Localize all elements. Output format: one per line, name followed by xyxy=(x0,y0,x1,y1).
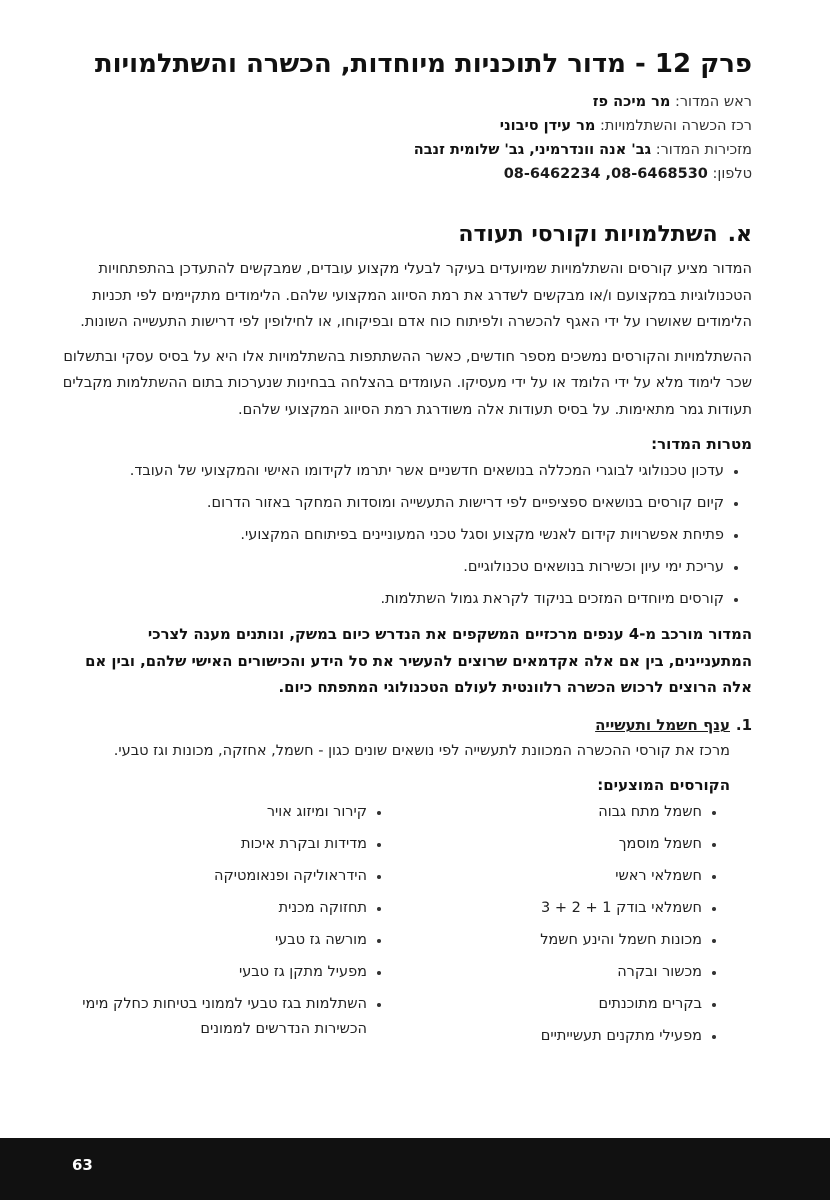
list-item xyxy=(395,928,716,953)
courses-list-right xyxy=(395,800,730,1049)
branch-electricity-industry xyxy=(60,712,752,1057)
list-item-text: מפעילי מתקנים תעשייתיים xyxy=(540,1028,702,1044)
bullet-icon xyxy=(734,598,738,602)
staff-value: מר מיכה פז xyxy=(592,94,671,110)
courses-columns xyxy=(60,800,730,1056)
list-item xyxy=(60,832,381,857)
goals-heading: מטרות המדור: xyxy=(651,435,752,453)
page-content xyxy=(60,46,752,1056)
section-a-paragraph-1: המדור מציע קורסים והשתלמויות שמיועדים בעיקר לבעלי מקצוע עובדים, שמבקשים להתעדכן בהתפתחויות הטכנולוגיות במקצועם ו/או מבקשים לשדרג את רמת הסיווג המקצועי שלהם. הלימודים מתקיימים לפי תכניות הלימודים שאושרו על ידי האגף להכשרה ולפיתוח כוח אדם ובפיקוחו, או לחילופין לפי דרישות התעשייה השונות. xyxy=(80,261,752,330)
list-item xyxy=(395,992,716,1017)
courses-list-left xyxy=(60,800,395,1042)
bullet-icon xyxy=(377,907,381,911)
list-item-text: חשמל מוסמך xyxy=(618,836,702,852)
bullet-icon xyxy=(734,534,738,538)
staff-value: מר עידן סיבוני xyxy=(499,118,596,134)
bullet-icon xyxy=(712,907,716,911)
list-item-text: מכונות חשמל והינע חשמל xyxy=(540,932,702,948)
phone-key: טלפון: xyxy=(712,166,752,182)
list-item xyxy=(60,960,381,985)
branch-body xyxy=(60,738,752,1057)
list-item xyxy=(60,928,381,953)
list-item-text: קירור ומיזוג אויר xyxy=(266,804,367,820)
staff-row-coordinator xyxy=(60,114,752,138)
staff-key: מזכירות המדור: xyxy=(655,142,752,158)
list-item xyxy=(60,587,738,612)
list-item-text: השתלמות בגז טבעי לממוני בטיחות כחלק מימי הכשירות הנדרשים לממונים xyxy=(82,996,367,1037)
staff-value: גב' אנה וונדרמיני, גב' שלומית זנבה xyxy=(413,142,652,158)
bullet-icon xyxy=(734,502,738,506)
list-item xyxy=(395,864,716,889)
list-item-text: קיום קורסים בנושאים ספציפיים לפי דרישות התעשייה ומוסדות המחקר באזור הדרום. xyxy=(206,495,724,511)
bullet-icon xyxy=(712,939,716,943)
section-a-paragraph-2: ההשתלמויות והקורסים נמשכים מספר חודשים, כאשר ההשתתפות בהשתלמויות אלו היא על בסיס עסקי ובתשלום שכר לימוד מלא על ידי הלומד או על ידי מעסיקו. העומדים בהצלחה בבחינות שנערכות בתום ההשתלמות מקבלים תעודות גמר מתאימות. על בסיס תעודות אלה משודרגת רמת הסיווג המקצועי שלהם. xyxy=(62,348,752,418)
page-footer-bar xyxy=(0,1138,830,1200)
list-item xyxy=(395,832,716,857)
list-item-text: בקרים מתוכנתים xyxy=(598,996,702,1012)
branch-heading xyxy=(60,712,752,738)
list-item xyxy=(60,459,738,484)
list-item xyxy=(395,960,716,985)
bullet-icon xyxy=(377,971,381,975)
list-item-text: חשמל מתח גבוה xyxy=(598,804,702,820)
staff-key: ראש המדור: xyxy=(674,94,752,110)
bullet-icon xyxy=(734,470,738,474)
section-letter: א. xyxy=(727,222,752,247)
list-item-text: מכשור ובקרה xyxy=(617,964,702,980)
list-item xyxy=(60,491,738,516)
staff-row-secretariat xyxy=(60,138,752,162)
section-title: השתלמויות וקורסי תעודה xyxy=(458,222,718,247)
chapter-title: פרק 12 - מדור לתוכניות מיוחדות, הכשרה והשתלמויות xyxy=(94,49,752,79)
branch-description: מרכז את קורסי ההכשרה המכוונת לתעשייה לפי נושאים שונים כגון - חשמל, אחזקה, מכונות וגז טבעי. xyxy=(113,742,730,759)
bullet-icon xyxy=(734,566,738,570)
bullet-icon xyxy=(712,843,716,847)
bullet-icon xyxy=(377,939,381,943)
list-item-text: עריכת ימי עיון וכשירות בנושאים טכנולוגיים. xyxy=(463,559,724,575)
bullet-icon xyxy=(377,875,381,879)
bullet-icon xyxy=(712,971,716,975)
list-item xyxy=(395,800,716,825)
list-item xyxy=(60,992,381,1042)
list-item-text: מורשה גז טבעי xyxy=(274,932,367,948)
list-item xyxy=(60,864,381,889)
bullet-icon xyxy=(712,1003,716,1007)
list-item xyxy=(60,896,381,921)
list-item-text: הידראוליקה ופנאומטיקה xyxy=(213,868,367,884)
list-item xyxy=(395,1024,716,1049)
list-item-text: מדידות ובקרת איכות xyxy=(240,836,367,852)
bullet-icon xyxy=(377,811,381,815)
list-item-text: מפעיל מתקן גז טבעי xyxy=(238,964,367,980)
staff-key: רכז הכשרה והשתלמויות: xyxy=(599,118,752,134)
list-item xyxy=(60,555,738,580)
list-item-text: חשמלאי ראשי xyxy=(615,868,702,884)
bullet-icon xyxy=(712,811,716,815)
bullet-icon xyxy=(712,1035,716,1039)
bullet-icon xyxy=(377,1003,381,1007)
courses-column-right xyxy=(395,800,730,1056)
list-item xyxy=(60,523,738,548)
bullet-icon xyxy=(712,875,716,879)
branch-number: 1. xyxy=(735,715,752,734)
list-item-text: תחזוקה מכנית xyxy=(278,900,367,916)
section-a-heading xyxy=(60,220,752,250)
page-number: 63 xyxy=(72,1156,93,1174)
goals-list xyxy=(60,459,752,612)
staff-row-head xyxy=(60,90,752,114)
courses-column-left xyxy=(60,800,395,1056)
list-item xyxy=(395,896,716,921)
branches-intro: המדור מורכב מ-4 ענפים מרכזיים המשקפים את הנדרש כיום במשק, ונותנים מענה לצרכי המתעניינים, בין אם אלה אקדמאים שרוצים להעשיר את סל הידע והכישורים האישי שלהם, ובין אם אלה הרוצים לרכוש הכשרה רלוונטית לעולם הטכנולוגי המתפתח כיום. xyxy=(85,626,752,696)
list-item-text: קורסים מיוחדים המזכים בניקוד לקראת גמול השתלמות. xyxy=(380,591,724,607)
list-item-text: עדכון טכנולוגי לבוגרי המכללה בנושאים חדשניים אשר יתרמו לקידומו האישי והמקצועי של העובד. xyxy=(129,463,724,479)
phone-row xyxy=(60,162,752,186)
list-item-text: פתיחת אפשרויות קידום לאנשי מקצוע וסגל טכני המעוניינים בפיתוחם המקצועי. xyxy=(240,527,724,543)
list-item xyxy=(60,800,381,825)
bullet-icon xyxy=(377,843,381,847)
courses-heading: הקורסים המוצעים: xyxy=(597,776,730,794)
list-item-text: חשמלאי בודק 1 + 2 + 3 xyxy=(541,900,702,916)
branch-title: ענף חשמל ותעשייה xyxy=(595,715,730,734)
phone-value: 08-6462234 ,08-6468530 xyxy=(503,166,708,182)
